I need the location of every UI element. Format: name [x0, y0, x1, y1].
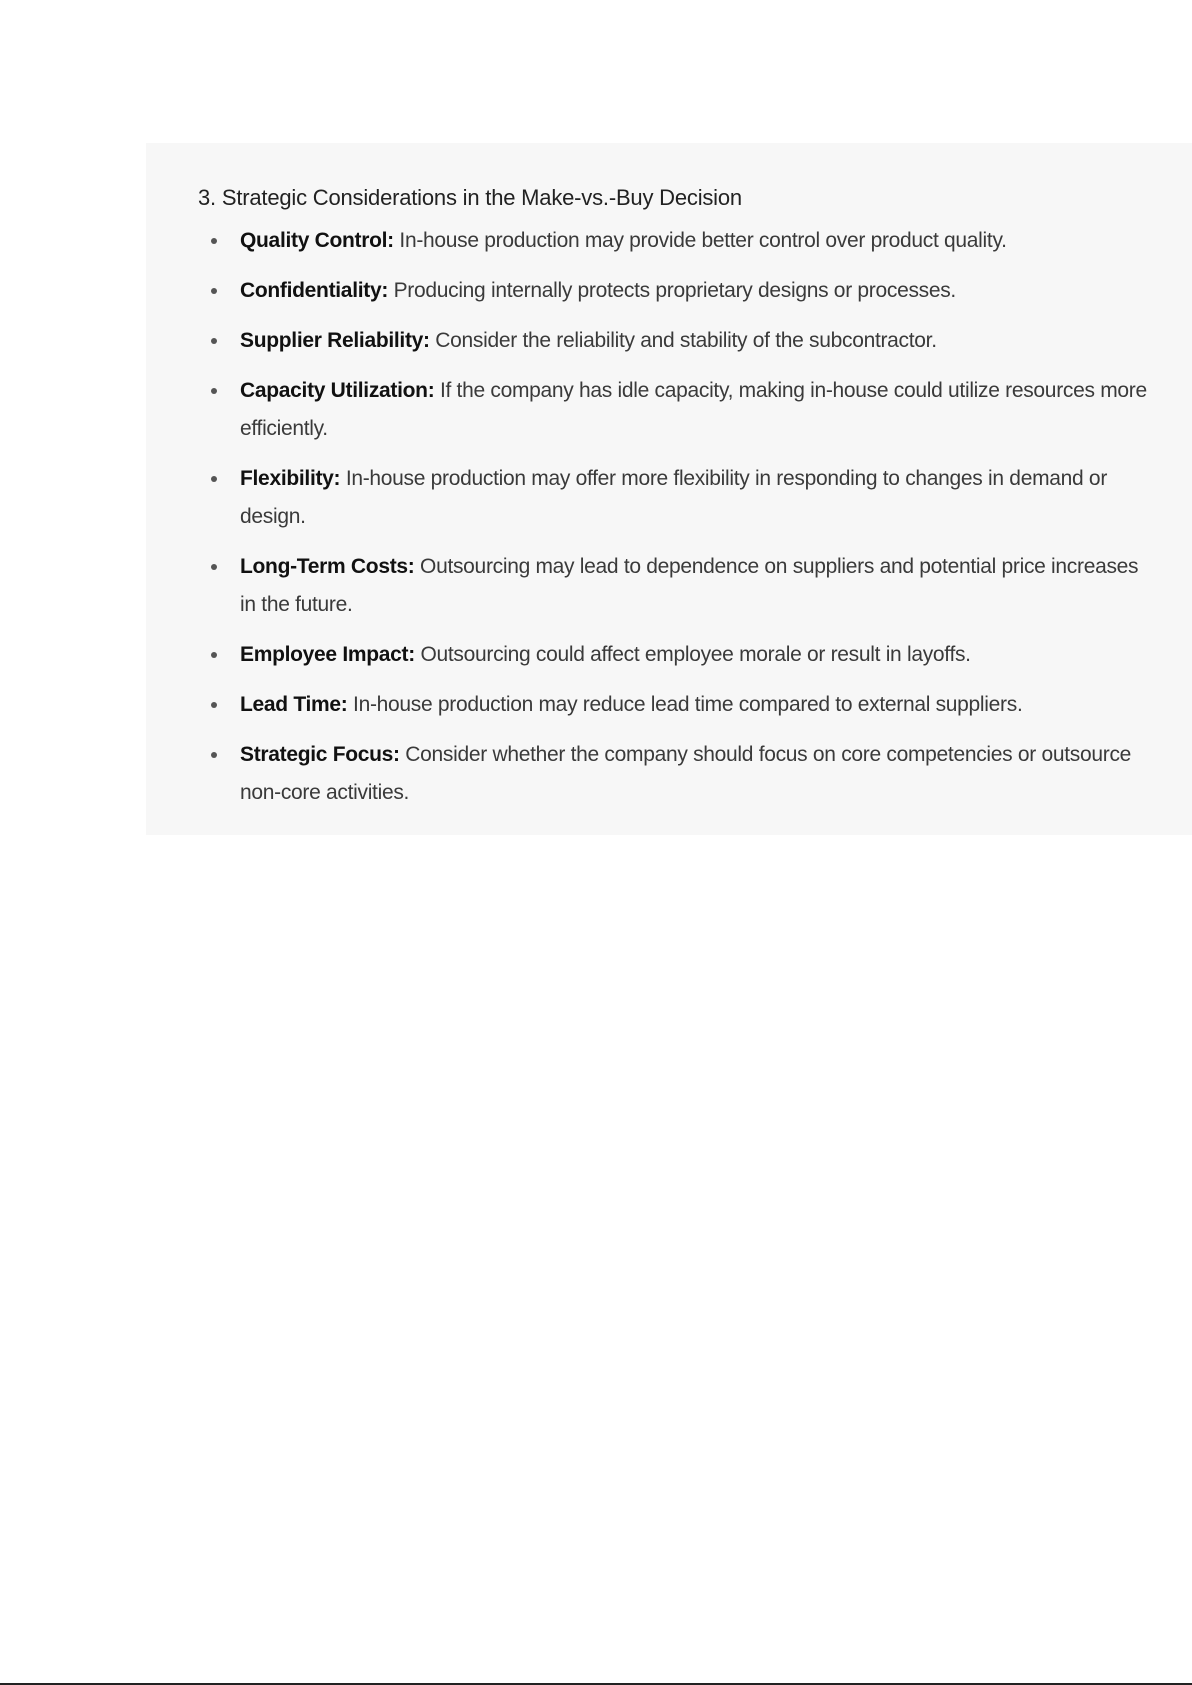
bullet-icon [211, 288, 217, 294]
item-term: Lead Time: [240, 693, 348, 716]
bullet-icon [211, 652, 217, 658]
item-term: Flexibility: [240, 467, 341, 490]
bullet-icon [211, 752, 217, 758]
bullet-icon [211, 702, 217, 708]
item-term: Quality Control: [240, 229, 394, 252]
bullet-icon [211, 564, 217, 570]
list-item [198, 222, 1158, 260]
item-text: Consider the reliability and stability of the subcontractor. [435, 329, 937, 352]
considerations-list [198, 222, 1158, 812]
list-item [198, 322, 1158, 360]
list-item [198, 460, 1158, 536]
item-text: In-house production may provide better control over product quality. [399, 229, 1007, 252]
item-term: Employee Impact: [240, 643, 415, 666]
item-term: Supplier Reliability: [240, 329, 430, 352]
item-text: In-house production may reduce lead time compared to external suppliers. [353, 693, 1023, 716]
list-item [198, 272, 1158, 310]
item-term: Long-Term Costs: [240, 555, 415, 578]
section-heading: 3. Strategic Considerations in the Make-vs.-Buy Decision [198, 185, 742, 210]
item-text: Outsourcing may lead to dependence on suppliers and potential price increases in the future. [240, 555, 1139, 616]
item-term: Confidentiality: [240, 279, 389, 302]
bullet-icon [211, 338, 217, 344]
item-text: Consider whether the company should focus on core competencies or outsource non-core activities. [240, 743, 1132, 804]
list-item [198, 736, 1158, 812]
item-term: Capacity Utilization: [240, 379, 435, 402]
item-text: If the company has idle capacity, making in-house could utilize resources more efficiently. [240, 379, 1147, 440]
bullet-icon [211, 388, 217, 394]
list-item [198, 686, 1158, 724]
item-text: Outsourcing could affect employee morale or result in layoffs. [420, 643, 971, 666]
item-text: In-house production may offer more flexibility in responding to changes in demand or design. [240, 467, 1108, 528]
bullet-icon [211, 238, 217, 244]
item-term: Strategic Focus: [240, 743, 400, 766]
item-text: Producing internally protects proprietary designs or processes. [393, 279, 956, 302]
list-item [198, 372, 1158, 448]
list-item [198, 548, 1158, 624]
content-panel [146, 143, 1192, 835]
bullet-icon [211, 476, 217, 482]
list-item [198, 636, 1158, 674]
